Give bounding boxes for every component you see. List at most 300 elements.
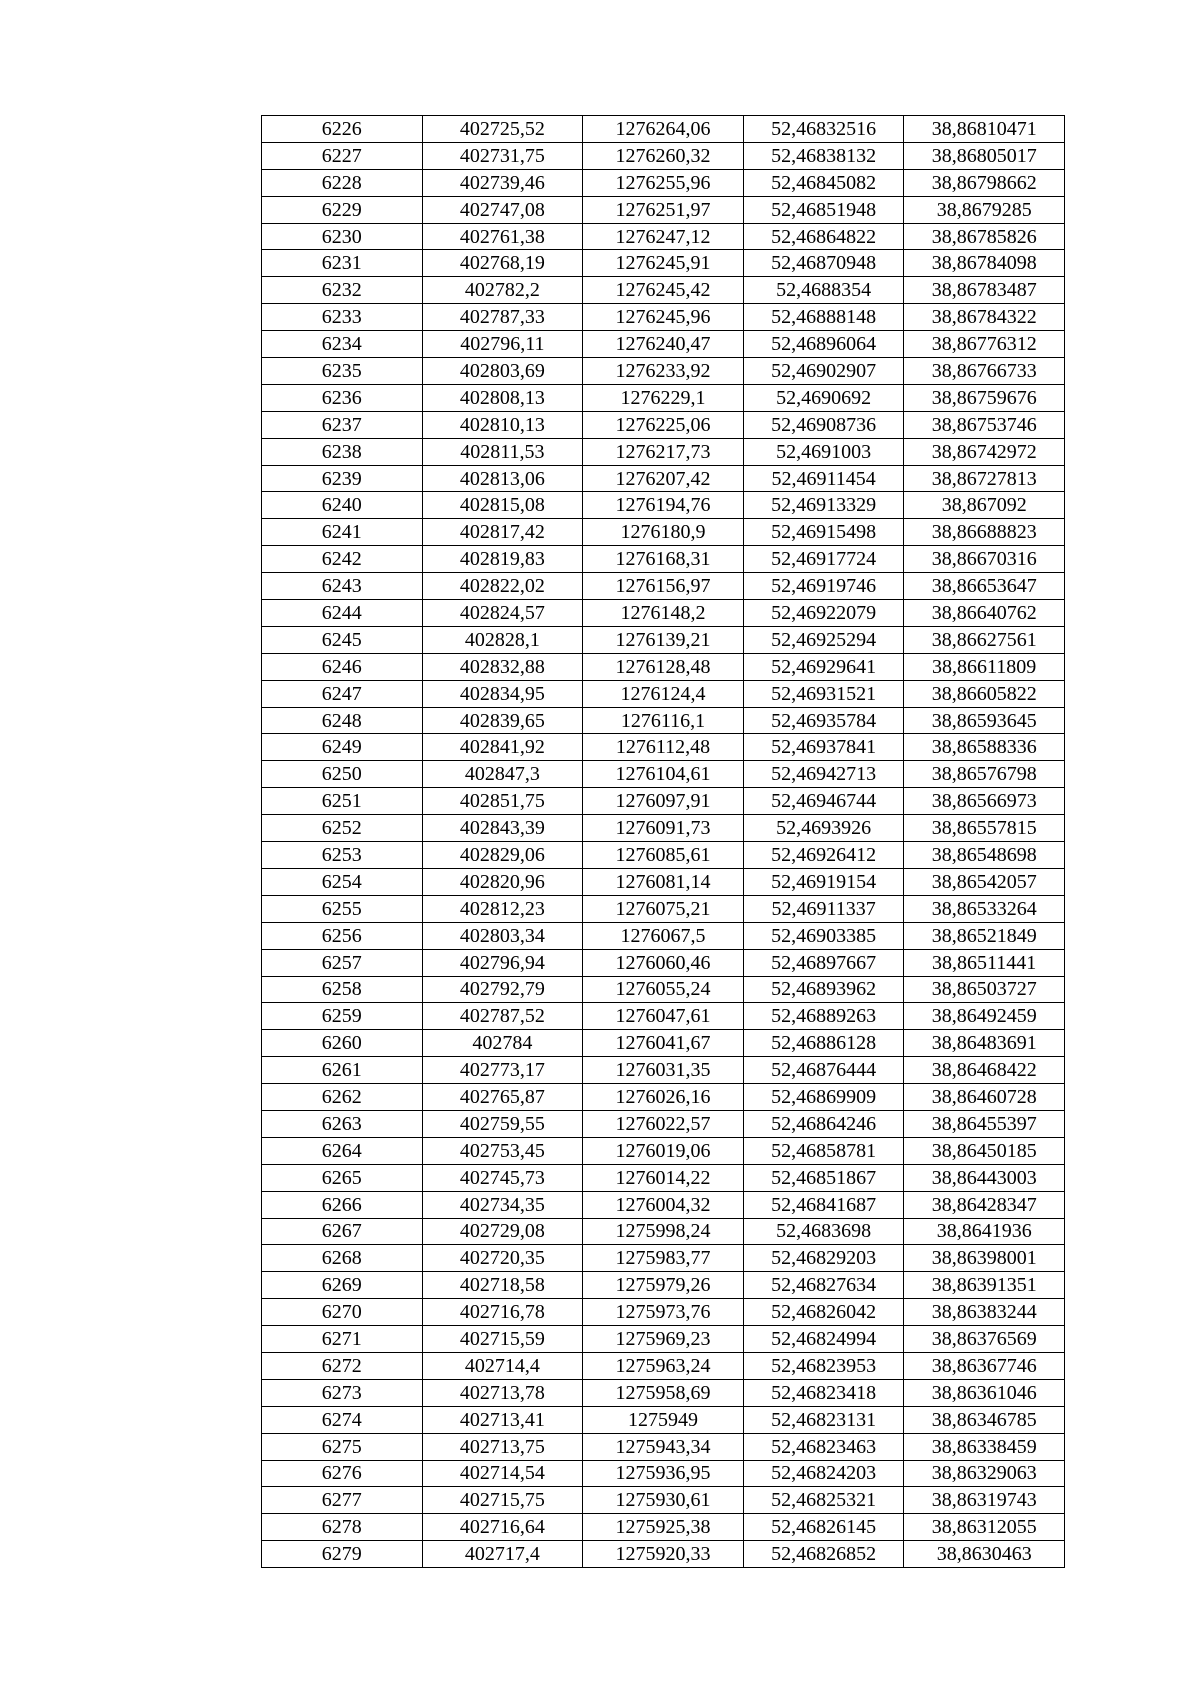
latitude-cell: 52,46902907 — [743, 358, 904, 385]
y-coordinate-cell: 1275958,69 — [583, 1379, 744, 1406]
table-row — [262, 1487, 1065, 1514]
longitude-cell: 38,86785826 — [904, 223, 1065, 250]
y-coordinate-cell: 1276245,42 — [583, 277, 744, 304]
longitude-cell: 38,86367746 — [904, 1352, 1065, 1379]
y-coordinate-cell: 1276075,21 — [583, 895, 744, 922]
latitude-cell: 52,46823463 — [743, 1433, 904, 1460]
table-row — [262, 734, 1065, 761]
y-coordinate-cell: 1275963,24 — [583, 1352, 744, 1379]
y-coordinate-cell: 1275943,34 — [583, 1433, 744, 1460]
point-number-cell: 6258 — [262, 976, 423, 1003]
longitude-cell: 38,86542057 — [904, 868, 1065, 895]
latitude-cell: 52,46829203 — [743, 1245, 904, 1272]
x-coordinate-cell: 402720,35 — [422, 1245, 583, 1272]
point-number-cell: 6238 — [262, 438, 423, 465]
latitude-cell: 52,46845082 — [743, 169, 904, 196]
y-coordinate-cell: 1276047,61 — [583, 1003, 744, 1030]
longitude-cell: 38,86460728 — [904, 1084, 1065, 1111]
y-coordinate-cell: 1276247,12 — [583, 223, 744, 250]
latitude-cell: 52,46864822 — [743, 223, 904, 250]
table-row — [262, 842, 1065, 869]
table-row — [262, 1460, 1065, 1487]
latitude-cell: 52,46870948 — [743, 250, 904, 277]
longitude-cell: 38,86398001 — [904, 1245, 1065, 1272]
y-coordinate-cell: 1275983,77 — [583, 1245, 744, 1272]
y-coordinate-cell: 1275920,33 — [583, 1541, 744, 1568]
latitude-cell: 52,46823131 — [743, 1406, 904, 1433]
y-coordinate-cell: 1275936,95 — [583, 1460, 744, 1487]
x-coordinate-cell: 402739,46 — [422, 169, 583, 196]
point-number-cell: 6263 — [262, 1110, 423, 1137]
x-coordinate-cell: 402819,83 — [422, 546, 583, 573]
y-coordinate-cell: 1276091,73 — [583, 815, 744, 842]
point-number-cell: 6268 — [262, 1245, 423, 1272]
point-number-cell: 6231 — [262, 250, 423, 277]
longitude-cell: 38,86593645 — [904, 707, 1065, 734]
x-coordinate-cell: 402787,33 — [422, 304, 583, 331]
table-row — [262, 411, 1065, 438]
x-coordinate-cell: 402812,23 — [422, 895, 583, 922]
x-coordinate-cell: 402784 — [422, 1030, 583, 1057]
latitude-cell: 52,46942713 — [743, 761, 904, 788]
y-coordinate-cell: 1276225,06 — [583, 411, 744, 438]
table-row — [262, 196, 1065, 223]
y-coordinate-cell: 1276060,46 — [583, 949, 744, 976]
point-number-cell: 6250 — [262, 761, 423, 788]
table-row — [262, 1541, 1065, 1568]
point-number-cell: 6235 — [262, 358, 423, 385]
point-number-cell: 6269 — [262, 1272, 423, 1299]
latitude-cell: 52,46841687 — [743, 1191, 904, 1218]
latitude-cell: 52,46824203 — [743, 1460, 904, 1487]
latitude-cell: 52,46946744 — [743, 788, 904, 815]
longitude-cell: 38,86783487 — [904, 277, 1065, 304]
y-coordinate-cell: 1276251,97 — [583, 196, 744, 223]
longitude-cell: 38,86443003 — [904, 1164, 1065, 1191]
longitude-cell: 38,86776312 — [904, 331, 1065, 358]
latitude-cell: 52,46911454 — [743, 465, 904, 492]
x-coordinate-cell: 402768,19 — [422, 250, 583, 277]
longitude-cell: 38,86611809 — [904, 653, 1065, 680]
x-coordinate-cell: 402822,02 — [422, 573, 583, 600]
x-coordinate-cell: 402792,79 — [422, 976, 583, 1003]
table-row — [262, 331, 1065, 358]
x-coordinate-cell: 402813,06 — [422, 465, 583, 492]
longitude-cell: 38,86511441 — [904, 949, 1065, 976]
y-coordinate-cell: 1275998,24 — [583, 1218, 744, 1245]
latitude-cell: 52,46888148 — [743, 304, 904, 331]
longitude-cell: 38,86503727 — [904, 976, 1065, 1003]
point-number-cell: 6244 — [262, 600, 423, 627]
point-number-cell: 6274 — [262, 1406, 423, 1433]
x-coordinate-cell: 402717,4 — [422, 1541, 583, 1568]
point-number-cell: 6251 — [262, 788, 423, 815]
y-coordinate-cell: 1276124,4 — [583, 680, 744, 707]
x-coordinate-cell: 402787,52 — [422, 1003, 583, 1030]
point-number-cell: 6234 — [262, 331, 423, 358]
y-coordinate-cell: 1276031,35 — [583, 1057, 744, 1084]
point-number-cell: 6236 — [262, 384, 423, 411]
longitude-cell: 38,8630463 — [904, 1541, 1065, 1568]
y-coordinate-cell: 1275925,38 — [583, 1514, 744, 1541]
longitude-cell: 38,86576798 — [904, 761, 1065, 788]
table-row — [262, 169, 1065, 196]
x-coordinate-cell: 402714,54 — [422, 1460, 583, 1487]
table-row — [262, 1406, 1065, 1433]
point-number-cell: 6279 — [262, 1541, 423, 1568]
table-row — [262, 976, 1065, 1003]
latitude-cell: 52,46886128 — [743, 1030, 904, 1057]
point-number-cell: 6267 — [262, 1218, 423, 1245]
y-coordinate-cell: 1275969,23 — [583, 1326, 744, 1353]
x-coordinate-cell: 402847,3 — [422, 761, 583, 788]
table-row — [262, 1326, 1065, 1353]
latitude-cell: 52,4690692 — [743, 384, 904, 411]
point-number-cell: 6226 — [262, 116, 423, 143]
longitude-cell: 38,86383244 — [904, 1299, 1065, 1326]
table-row — [262, 1245, 1065, 1272]
longitude-cell: 38,86784098 — [904, 250, 1065, 277]
y-coordinate-cell: 1276104,61 — [583, 761, 744, 788]
latitude-cell: 52,46826145 — [743, 1514, 904, 1541]
y-coordinate-cell: 1275949 — [583, 1406, 744, 1433]
y-coordinate-cell: 1276264,06 — [583, 116, 744, 143]
y-coordinate-cell: 1276097,91 — [583, 788, 744, 815]
x-coordinate-cell: 402713,75 — [422, 1433, 583, 1460]
longitude-cell: 38,86455397 — [904, 1110, 1065, 1137]
point-number-cell: 6265 — [262, 1164, 423, 1191]
y-coordinate-cell: 1276260,32 — [583, 142, 744, 169]
longitude-cell: 38,86784322 — [904, 304, 1065, 331]
longitude-cell: 38,86468422 — [904, 1057, 1065, 1084]
y-coordinate-cell: 1276180,9 — [583, 519, 744, 546]
y-coordinate-cell: 1276081,14 — [583, 868, 744, 895]
longitude-cell: 38,86329063 — [904, 1460, 1065, 1487]
table-row — [262, 519, 1065, 546]
latitude-cell: 52,46896064 — [743, 331, 904, 358]
x-coordinate-cell: 402713,78 — [422, 1379, 583, 1406]
y-coordinate-cell: 1276148,2 — [583, 600, 744, 627]
x-coordinate-cell: 402761,38 — [422, 223, 583, 250]
longitude-cell: 38,86759676 — [904, 384, 1065, 411]
point-number-cell: 6270 — [262, 1299, 423, 1326]
point-number-cell: 6252 — [262, 815, 423, 842]
point-number-cell: 6240 — [262, 492, 423, 519]
point-number-cell: 6273 — [262, 1379, 423, 1406]
point-number-cell: 6227 — [262, 142, 423, 169]
latitude-cell: 52,46832516 — [743, 116, 904, 143]
latitude-cell: 52,46889263 — [743, 1003, 904, 1030]
point-number-cell: 6276 — [262, 1460, 423, 1487]
table-row — [262, 1110, 1065, 1137]
longitude-cell: 38,86640762 — [904, 600, 1065, 627]
table-row — [262, 949, 1065, 976]
longitude-cell: 38,86653647 — [904, 573, 1065, 600]
longitude-cell: 38,86450185 — [904, 1137, 1065, 1164]
y-coordinate-cell: 1276014,22 — [583, 1164, 744, 1191]
latitude-cell: 52,46893962 — [743, 976, 904, 1003]
longitude-cell: 38,86742972 — [904, 438, 1065, 465]
point-number-cell: 6256 — [262, 922, 423, 949]
x-coordinate-cell: 402716,64 — [422, 1514, 583, 1541]
point-number-cell: 6260 — [262, 1030, 423, 1057]
table-row — [262, 1299, 1065, 1326]
table-row — [262, 1218, 1065, 1245]
y-coordinate-cell: 1275973,76 — [583, 1299, 744, 1326]
x-coordinate-cell: 402796,11 — [422, 331, 583, 358]
table-row — [262, 223, 1065, 250]
point-number-cell: 6232 — [262, 277, 423, 304]
longitude-cell: 38,86605822 — [904, 680, 1065, 707]
longitude-cell: 38,86391351 — [904, 1272, 1065, 1299]
table-row — [262, 1164, 1065, 1191]
table-row — [262, 250, 1065, 277]
table-row — [262, 680, 1065, 707]
y-coordinate-cell: 1276116,1 — [583, 707, 744, 734]
latitude-cell: 52,46897667 — [743, 949, 904, 976]
latitude-cell: 52,46931521 — [743, 680, 904, 707]
latitude-cell: 52,46929641 — [743, 653, 904, 680]
point-number-cell: 6245 — [262, 626, 423, 653]
x-coordinate-cell: 402832,88 — [422, 653, 583, 680]
table-row — [262, 1379, 1065, 1406]
point-number-cell: 6229 — [262, 196, 423, 223]
x-coordinate-cell: 402714,4 — [422, 1352, 583, 1379]
y-coordinate-cell: 1276139,21 — [583, 626, 744, 653]
point-number-cell: 6254 — [262, 868, 423, 895]
table-row — [262, 1433, 1065, 1460]
latitude-cell: 52,46935784 — [743, 707, 904, 734]
point-number-cell: 6228 — [262, 169, 423, 196]
point-number-cell: 6278 — [262, 1514, 423, 1541]
x-coordinate-cell: 402824,57 — [422, 600, 583, 627]
table-row — [262, 384, 1065, 411]
longitude-cell: 38,86566973 — [904, 788, 1065, 815]
longitude-cell: 38,86557815 — [904, 815, 1065, 842]
x-coordinate-cell: 402810,13 — [422, 411, 583, 438]
longitude-cell: 38,86533264 — [904, 895, 1065, 922]
latitude-cell: 52,46908736 — [743, 411, 904, 438]
x-coordinate-cell: 402773,17 — [422, 1057, 583, 1084]
latitude-cell: 52,46826042 — [743, 1299, 904, 1326]
y-coordinate-cell: 1276245,91 — [583, 250, 744, 277]
x-coordinate-cell: 402803,69 — [422, 358, 583, 385]
point-number-cell: 6243 — [262, 573, 423, 600]
y-coordinate-cell: 1276004,32 — [583, 1191, 744, 1218]
longitude-cell: 38,86492459 — [904, 1003, 1065, 1030]
table-row — [262, 653, 1065, 680]
latitude-cell: 52,46926412 — [743, 842, 904, 869]
table-row — [262, 922, 1065, 949]
longitude-cell: 38,86727813 — [904, 465, 1065, 492]
latitude-cell: 52,46937841 — [743, 734, 904, 761]
latitude-cell: 52,46913329 — [743, 492, 904, 519]
coordinates-table-body — [262, 116, 1065, 1568]
latitude-cell: 52,46922079 — [743, 600, 904, 627]
table-row — [262, 465, 1065, 492]
x-coordinate-cell: 402782,2 — [422, 277, 583, 304]
y-coordinate-cell: 1276156,97 — [583, 573, 744, 600]
latitude-cell: 52,46858781 — [743, 1137, 904, 1164]
x-coordinate-cell: 402803,34 — [422, 922, 583, 949]
latitude-cell: 52,46925294 — [743, 626, 904, 653]
table-row — [262, 573, 1065, 600]
longitude-cell: 38,86766733 — [904, 358, 1065, 385]
x-coordinate-cell: 402734,35 — [422, 1191, 583, 1218]
point-number-cell: 6249 — [262, 734, 423, 761]
longitude-cell: 38,86483691 — [904, 1030, 1065, 1057]
latitude-cell: 52,4688354 — [743, 277, 904, 304]
longitude-cell: 38,86376569 — [904, 1326, 1065, 1353]
longitude-cell: 38,86312055 — [904, 1514, 1065, 1541]
y-coordinate-cell: 1276229,1 — [583, 384, 744, 411]
latitude-cell: 52,46851948 — [743, 196, 904, 223]
table-row — [262, 304, 1065, 331]
latitude-cell: 52,46903385 — [743, 922, 904, 949]
point-number-cell: 6248 — [262, 707, 423, 734]
table-row — [262, 1084, 1065, 1111]
latitude-cell: 52,46851867 — [743, 1164, 904, 1191]
latitude-cell: 52,46823953 — [743, 1352, 904, 1379]
x-coordinate-cell: 402834,95 — [422, 680, 583, 707]
y-coordinate-cell: 1276019,06 — [583, 1137, 744, 1164]
table-row — [262, 142, 1065, 169]
longitude-cell: 38,86521849 — [904, 922, 1065, 949]
x-coordinate-cell: 402718,58 — [422, 1272, 583, 1299]
y-coordinate-cell: 1276217,73 — [583, 438, 744, 465]
x-coordinate-cell: 402828,1 — [422, 626, 583, 653]
y-coordinate-cell: 1276207,42 — [583, 465, 744, 492]
y-coordinate-cell: 1276245,96 — [583, 304, 744, 331]
point-number-cell: 6242 — [262, 546, 423, 573]
table-row — [262, 761, 1065, 788]
latitude-cell: 52,46911337 — [743, 895, 904, 922]
y-coordinate-cell: 1276112,48 — [583, 734, 744, 761]
table-row — [262, 788, 1065, 815]
x-coordinate-cell: 402851,75 — [422, 788, 583, 815]
x-coordinate-cell: 402725,52 — [422, 116, 583, 143]
point-number-cell: 6241 — [262, 519, 423, 546]
point-number-cell: 6262 — [262, 1084, 423, 1111]
x-coordinate-cell: 402716,78 — [422, 1299, 583, 1326]
table-row — [262, 1514, 1065, 1541]
table-row — [262, 815, 1065, 842]
point-number-cell: 6246 — [262, 653, 423, 680]
point-number-cell: 6233 — [262, 304, 423, 331]
y-coordinate-cell: 1276085,61 — [583, 842, 744, 869]
latitude-cell: 52,46919154 — [743, 868, 904, 895]
longitude-cell: 38,86627561 — [904, 626, 1065, 653]
x-coordinate-cell: 402729,08 — [422, 1218, 583, 1245]
point-number-cell: 6237 — [262, 411, 423, 438]
y-coordinate-cell: 1276168,31 — [583, 546, 744, 573]
latitude-cell: 52,46838132 — [743, 142, 904, 169]
table-row — [262, 895, 1065, 922]
x-coordinate-cell: 402715,59 — [422, 1326, 583, 1353]
x-coordinate-cell: 402811,53 — [422, 438, 583, 465]
longitude-cell: 38,867092 — [904, 492, 1065, 519]
table-row — [262, 358, 1065, 385]
y-coordinate-cell: 1276067,5 — [583, 922, 744, 949]
x-coordinate-cell: 402759,55 — [422, 1110, 583, 1137]
table-row — [262, 626, 1065, 653]
longitude-cell: 38,86338459 — [904, 1433, 1065, 1460]
y-coordinate-cell: 1276240,47 — [583, 331, 744, 358]
x-coordinate-cell: 402817,42 — [422, 519, 583, 546]
latitude-cell: 52,46876444 — [743, 1057, 904, 1084]
y-coordinate-cell: 1276194,76 — [583, 492, 744, 519]
x-coordinate-cell: 402796,94 — [422, 949, 583, 976]
point-number-cell: 6272 — [262, 1352, 423, 1379]
point-number-cell: 6275 — [262, 1433, 423, 1460]
latitude-cell: 52,4693926 — [743, 815, 904, 842]
longitude-cell: 38,86798662 — [904, 169, 1065, 196]
latitude-cell: 52,46827634 — [743, 1272, 904, 1299]
table-row — [262, 1272, 1065, 1299]
x-coordinate-cell: 402815,08 — [422, 492, 583, 519]
point-number-cell: 6271 — [262, 1326, 423, 1353]
longitude-cell: 38,8641936 — [904, 1218, 1065, 1245]
table-row — [262, 1137, 1065, 1164]
point-number-cell: 6239 — [262, 465, 423, 492]
y-coordinate-cell: 1275930,61 — [583, 1487, 744, 1514]
latitude-cell: 52,46917724 — [743, 546, 904, 573]
y-coordinate-cell: 1276055,24 — [583, 976, 744, 1003]
y-coordinate-cell: 1276026,16 — [583, 1084, 744, 1111]
longitude-cell: 38,8679285 — [904, 196, 1065, 223]
latitude-cell: 52,4691003 — [743, 438, 904, 465]
x-coordinate-cell: 402747,08 — [422, 196, 583, 223]
table-row — [262, 1191, 1065, 1218]
y-coordinate-cell: 1276041,67 — [583, 1030, 744, 1057]
x-coordinate-cell: 402820,96 — [422, 868, 583, 895]
latitude-cell: 52,4683698 — [743, 1218, 904, 1245]
table-row — [262, 868, 1065, 895]
x-coordinate-cell: 402808,13 — [422, 384, 583, 411]
x-coordinate-cell: 402715,75 — [422, 1487, 583, 1514]
x-coordinate-cell: 402765,87 — [422, 1084, 583, 1111]
table-row — [262, 1030, 1065, 1057]
longitude-cell: 38,86753746 — [904, 411, 1065, 438]
point-number-cell: 6253 — [262, 842, 423, 869]
x-coordinate-cell: 402829,06 — [422, 842, 583, 869]
point-number-cell: 6261 — [262, 1057, 423, 1084]
table-row — [262, 438, 1065, 465]
table-row — [262, 277, 1065, 304]
coordinates-table — [261, 115, 1065, 1568]
table-row — [262, 600, 1065, 627]
latitude-cell: 52,46864246 — [743, 1110, 904, 1137]
y-coordinate-cell: 1275979,26 — [583, 1272, 744, 1299]
point-number-cell: 6230 — [262, 223, 423, 250]
point-number-cell: 6257 — [262, 949, 423, 976]
longitude-cell: 38,86548698 — [904, 842, 1065, 869]
latitude-cell: 52,46823418 — [743, 1379, 904, 1406]
y-coordinate-cell: 1276233,92 — [583, 358, 744, 385]
longitude-cell: 38,86588336 — [904, 734, 1065, 761]
x-coordinate-cell: 402731,75 — [422, 142, 583, 169]
point-number-cell: 6259 — [262, 1003, 423, 1030]
latitude-cell: 52,46826852 — [743, 1541, 904, 1568]
table-row — [262, 1003, 1065, 1030]
table-row — [262, 707, 1065, 734]
table-row — [262, 546, 1065, 573]
table-row — [262, 492, 1065, 519]
point-number-cell: 6266 — [262, 1191, 423, 1218]
longitude-cell: 38,86688823 — [904, 519, 1065, 546]
latitude-cell: 52,46825321 — [743, 1487, 904, 1514]
x-coordinate-cell: 402753,45 — [422, 1137, 583, 1164]
